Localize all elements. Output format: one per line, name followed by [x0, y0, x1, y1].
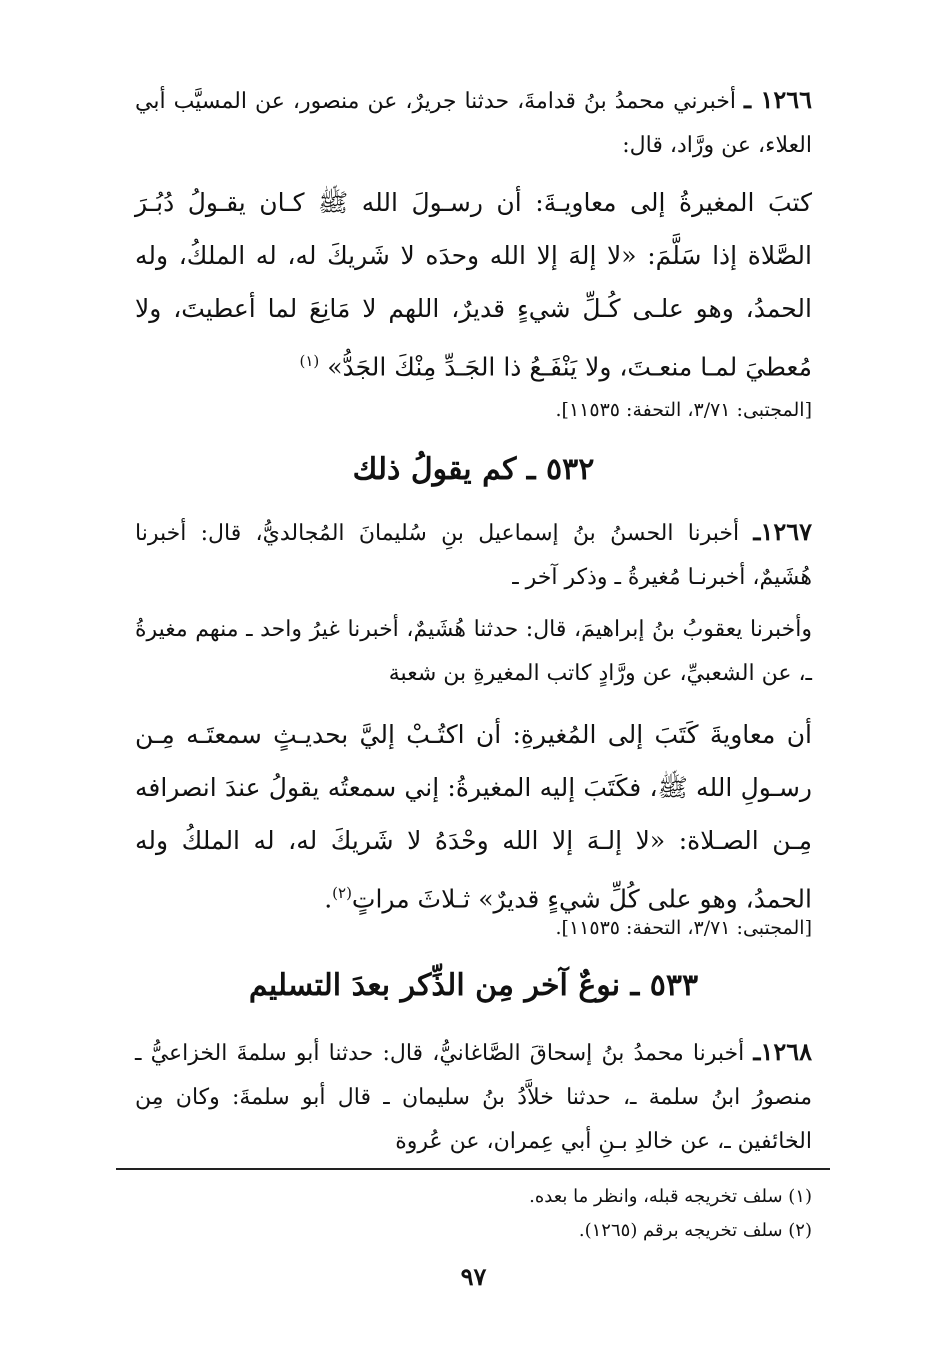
chapter-heading-532: ٥٣٢ ـ كم يقولُ ذلك: [352, 452, 595, 487]
hadith-number: ١٢٦٨ـ: [753, 1037, 812, 1066]
hadith-1266-matn: [135, 176, 812, 393]
chapter-heading-533: ٥٣٣ ـ نوعٌ آخر مِن الذِّكر بعدَ التسليم: [248, 968, 699, 1003]
hadith-1268-isnad: [135, 1030, 812, 1164]
hadith-1267-matn: أن معاويةَ كَتَبَ إلى المُغيرةِ: أن اكتُـبْ إليَّ بحديـثٍ سمعتَـه مِـن رسـولِ الله ﷺ، فكَتَبَ إليه المغيرةُ: إني سمعتُه يقولُ عندَ انصرافه مِـن الصـلاة: «لا إلـهَ إلا الله وحْدَهُ لا شَريكَ له، له الملكُ وله الحمدُ، وهو على كُلِّ شيءٍ قديرٌ» ثـلاثَ مراتٍ$^{(٢)}$.: [135, 720, 812, 914]
hadith-1267-isnad-1: [135, 510, 812, 600]
page-number: ٩٧: [460, 1262, 487, 1291]
matn-text: أن معاويةَ كَتَبَ إلى المُغيرةِ: أن اكتُـبْ إليَّ بحديـثٍ سمعتَـه مِـن رسـولِ الله ﷺ، فكَتَبَ إليه المغيرةُ: إني سمعتُه يقولُ عندَ انصرافه مِـن الصـلاة: «لا إلـهَ إلا الله وحْدَهُ لا شَريكَ له، له الملكُ وله الحمدُ، وهو على كُلِّ شيءٍ قديرٌ» ثـلاثَ مراتٍ: [135, 720, 812, 914]
isnad-text: أخبرني محمدُ بنُ قدامةَ، حدثنا جريرٌ، عن منصور، عن المسيَّب أبي العلاء، عن ورَّاد، قال:: [135, 89, 812, 158]
hadith-1266-citation: [المجتبى: ٣/٧١، التحفة: ١١٥٣٥].: [555, 399, 812, 421]
footnote-marker: (٢): [332, 884, 352, 902]
footnote-2: (٢) سلف تخريجه برقم (١٢٦٥).: [578, 1220, 812, 1241]
footnote-1: (١) سلف تخريجه قبله، وانظر ما بعده.: [529, 1186, 812, 1207]
hadith-number: ١٢٦٦ ـ: [744, 85, 812, 114]
footnote-separator: [116, 1168, 830, 1170]
isnad-text: أخبرنا محمدُ بنُ إسحاقَ الصَّاغانيُّ، قال: حدثنا أبو سلمةَ الخزاعيُّ ـ منصورُ ابنُ سلمة ـ، حدثنا خلاَّدُ بنُ سليمان ـ قال أبو سلمةَ: وكان مِن الخائفين ـ، عن خالدِ بـنِ أبي عِمران، عن عُروة: [135, 1041, 812, 1154]
isnad-text: أخبرنا الحسنُ بنُ إسماعيل بنِ سُليمانَ المُجالديُّ، قال: أخبرنا هُشَيمٌ، أخبرنـا مُغيرةُ ـ وذكر آخر ـ: [135, 521, 812, 590]
footnote-marker: (١): [299, 352, 320, 370]
hadith-1267-isnad-2: وأخبرنا يعقوبُ بنُ إبراهيمَ، قال: حدثنا هُشَيمٌ، أخبرنا غيرُ واحد ـ منهم مغيرةُ ـ، عن الشعبيِّ، عن ورَّادٍ كاتب المغيرةِ بن شعبة: [135, 617, 812, 686]
matn-text: كتبَ المغيرةُ إلى معاويـةَ: أن رسـولَ الله ﷺ كـان يقـولُ دُبُـرَ الصَّلاة إذا سَلَّمَ: «لا إلهَ إلا الله وحدَه لا شَريكَ له، له الملكُ، وله الحمدُ، وهو علـى كُـلِّ شيءٍ قديرٌ، اللهم لا مَانِعَ لما أعطيتَ، ولا مُعطيَ لمـا منعـتَ، ولا يَنْفَـعُ ذا الجَـدِّ مِنْكَ الجَدُّ»: [135, 188, 812, 382]
hadith-number: ١٢٦٧ـ: [753, 517, 812, 546]
hadith-1267-citation: [المجتبى: ٣/٧١، التحفة: ١١٥٣٥].: [555, 917, 812, 939]
hadith-1266-isnad: [135, 78, 812, 168]
